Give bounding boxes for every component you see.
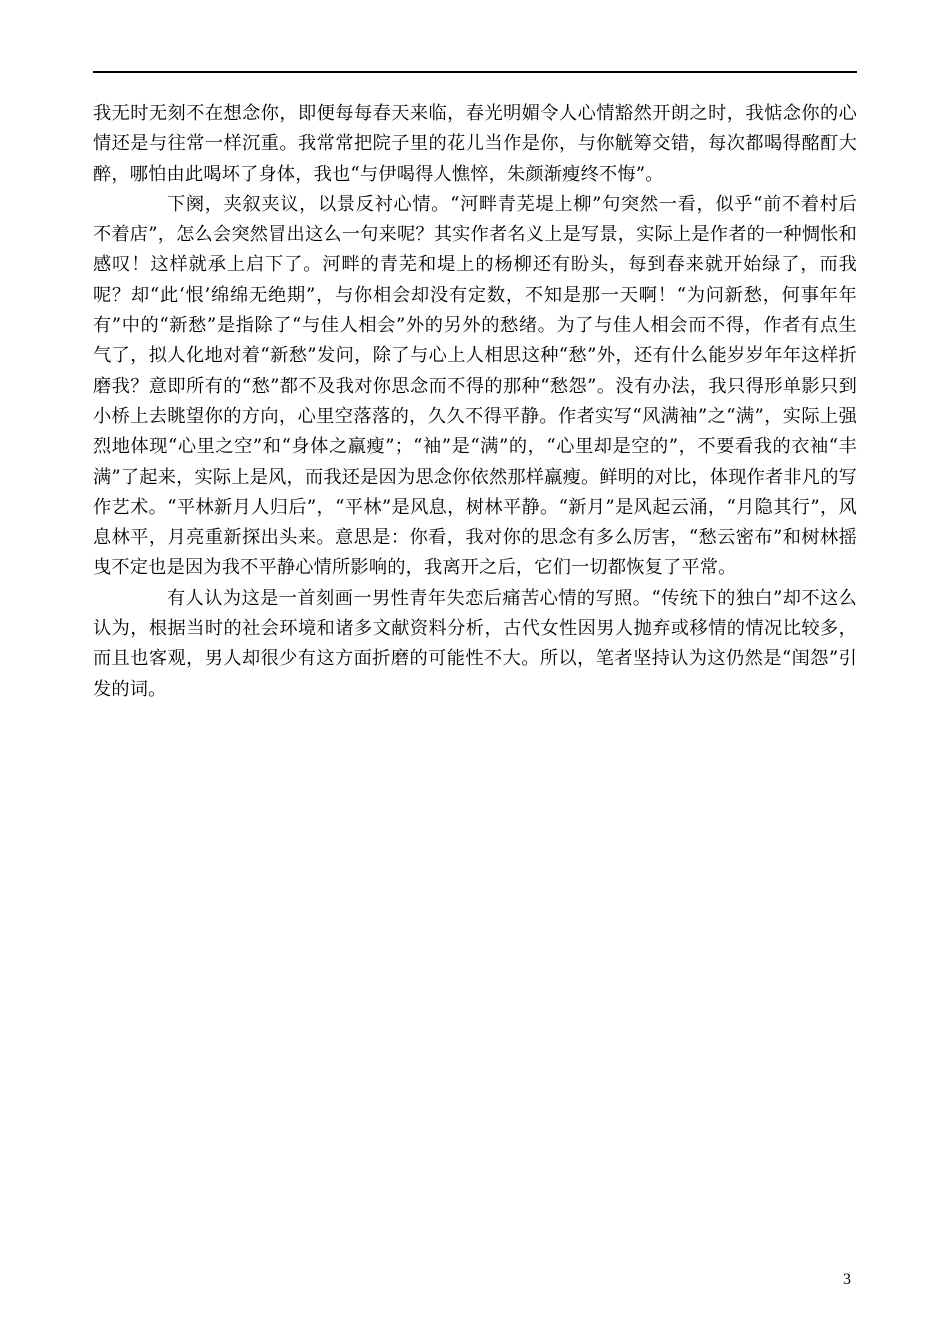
paragraph-3: 有人认为这是一首刻画一男性青年失恋后痛苦心情的写照。“传统下的独白”却不这么认为，根据当时的社会环境和诸多文献资料分析，古代女性因男人抛弃或移情的情况比较多，而且也客观，男人却很少有这方面折磨的可能性不大。所以，笔者坚持认为这仍然是“闺怨”引发的词。 [93,587,857,700]
paragraph-1: 我无时无刻不在想念你，即便每每春天来临，春光明媚令人心情豁然开朗之时，我惦念你的心情还是与往常一样沉重。我常常把院子里的花儿当作是你，与你觥筹交错，每次都喝得酩酊大醉，哪怕由此喝坏了身体，我也“与伊喝得人憔悴，朱颜渐瘦终不悔”。 [93,103,857,185]
page-number: 3 [843,1271,851,1288]
paragraph-2: 下阕，夹叙夹议，以景反衬心情。“河畔青芜堤上柳”句突然一看，似乎“前不着村后不着店”，怎么会突然冒出这么一句来呢？其实作者名义上是写景，实际上是作者的一种惆怅和感叹！这样就承上启下了。河畔的青芜和堤上的杨柳还有盼头，每到春来就开始绿了，而我呢？却“此‘恨’绵绵无绝期”，与你相会却没有定数，不知是那一天啊！“为问新愁，何事年年有”中的“新愁”是指除了“与佳人相会”外的另外的愁绪。为了与佳人相会而不得，作者有点生气了，拟人化地对着“新愁”发问，除了与心上人相思这种“愁”外，还有什么能岁岁年年这样折磨我？意即所有的“愁”都不及我对你思念而不得的那种“愁怨”。没有办法，我只得形单影只到小桥上去眺望你的方向，心里空落落的，久久不得平静。作者实写“风满袖”之“满”，实际上强烈地体现“心里之空”和“身体之羸瘦”；“袖”是“满”的，“心里却是空的”，不要看我的衣袖“丰满”了起来，实际上是风，而我还是因为思念你依然那样羸瘦。鲜明的对比，体现作者非凡的写作艺术。“平林新月人归后”，“平林”是风息，树林平静。“新月”是风起云涌，“月隐其行”，风息林平，月亮重新探出头来。意思是：你看，我对你的思念有多么厉害，“愁云密布”和树林摇曳不定也是因为我不平静心情所影响的，我离开之后，它们一切都恢复了平常。 [93,193,857,579]
header-rule [93,71,857,73]
document-body [93,99,857,705]
